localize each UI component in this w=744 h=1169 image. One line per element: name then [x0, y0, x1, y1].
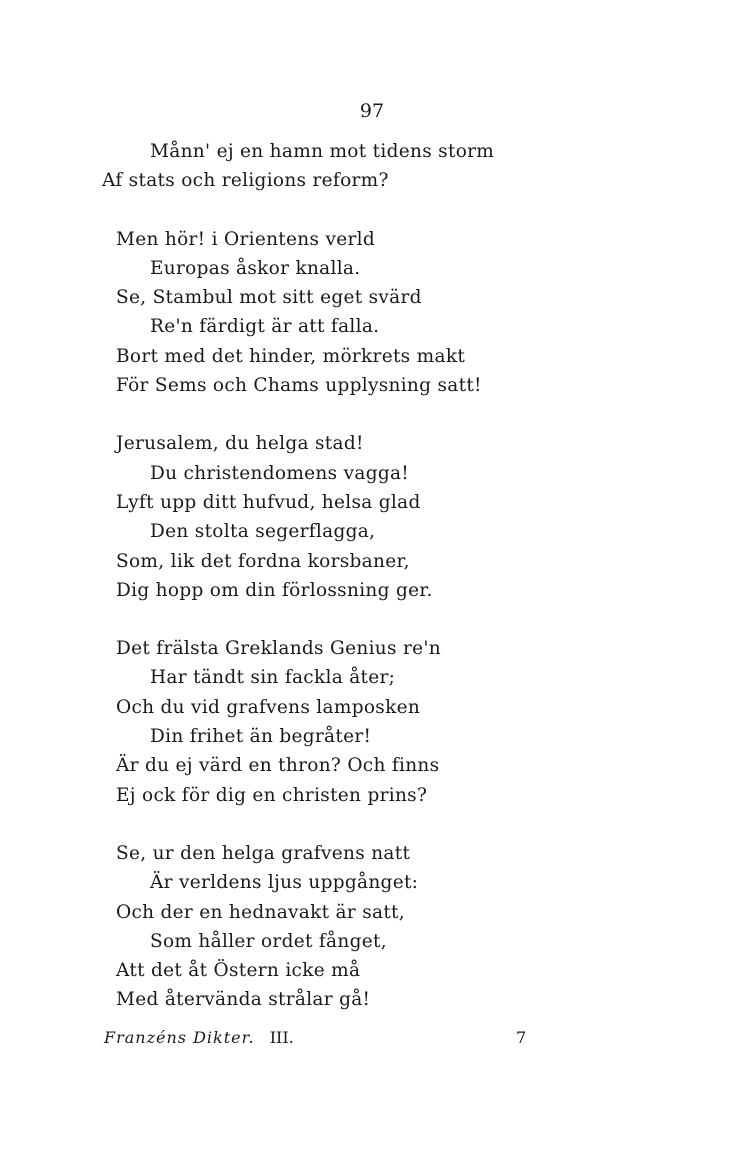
- poem-line: Dig hopp om din förlossning ger.: [116, 579, 433, 601]
- poem-line: Se, Stambul mot sitt eget svärd: [116, 287, 422, 309]
- poem-line: Se, ur den helga grafvens natt: [116, 842, 411, 864]
- poem-line: Har tändt sin fackla åter;: [150, 667, 396, 689]
- poem-line: Europas åskor knalla.: [150, 257, 361, 279]
- poem-line: Lyft upp ditt hufvud, helsa glad: [116, 491, 421, 513]
- poem-line: Som, lik det fordna korsbaner,: [116, 550, 410, 572]
- poem-line: Jerusalem, du helga stad!: [116, 433, 364, 455]
- poem-line: Af stats och religions reform?: [102, 170, 389, 192]
- stanza: [102, 137, 522, 196]
- poem-line: Bort med det hinder, mörkrets makt: [116, 345, 466, 367]
- poem-line: Ej ock för dig en christen prins?: [116, 784, 428, 806]
- poem-line: Re'n färdigt är att falla.: [150, 316, 380, 338]
- footer-volume: III.: [269, 1028, 294, 1047]
- poem-line: Att det åt Östern icke må: [116, 960, 361, 982]
- stanza: [102, 225, 522, 401]
- poem-line: Är verldens ljus uppgånget:: [150, 872, 419, 894]
- signature-mark: 7: [516, 1028, 527, 1047]
- poem-line: Det frälsta Greklands Genius re'n: [116, 638, 441, 660]
- poem-line: Och der en hednavakt är satt,: [116, 901, 405, 923]
- stanza: [102, 429, 522, 605]
- poem-line: För Sems och Chams upplysning satt!: [116, 375, 482, 397]
- stanza-gap: [102, 196, 522, 225]
- page-number: 97: [359, 100, 385, 122]
- poem-line: Och du vid grafvens lamposken: [116, 696, 421, 718]
- poem-line: Månn' ej en hamn mot tidens storm: [150, 141, 495, 162]
- poem: [102, 137, 522, 1015]
- poem-line: Den stolta segerflagga,: [150, 521, 376, 543]
- stanza-gap: [102, 400, 522, 429]
- poem-line: Din frihet än begråter!: [150, 726, 372, 748]
- stanza-gap: [102, 810, 522, 839]
- stanza: [102, 634, 522, 810]
- poem-line: Som håller ordet fånget,: [150, 930, 387, 952]
- stanza-gap: [102, 605, 522, 634]
- poem-line: Du christendomens vagga!: [150, 462, 410, 484]
- poem-line: Är du ej värd en thron? Och finns: [116, 755, 440, 777]
- footer-title: Franzéns Dikter.: [104, 1028, 255, 1047]
- poem-line: Men hör! i Orientens verld: [116, 228, 375, 250]
- footer: [104, 1028, 527, 1047]
- stanza: [102, 839, 522, 1015]
- poem-line: Med återvända strålar gå!: [116, 989, 371, 1011]
